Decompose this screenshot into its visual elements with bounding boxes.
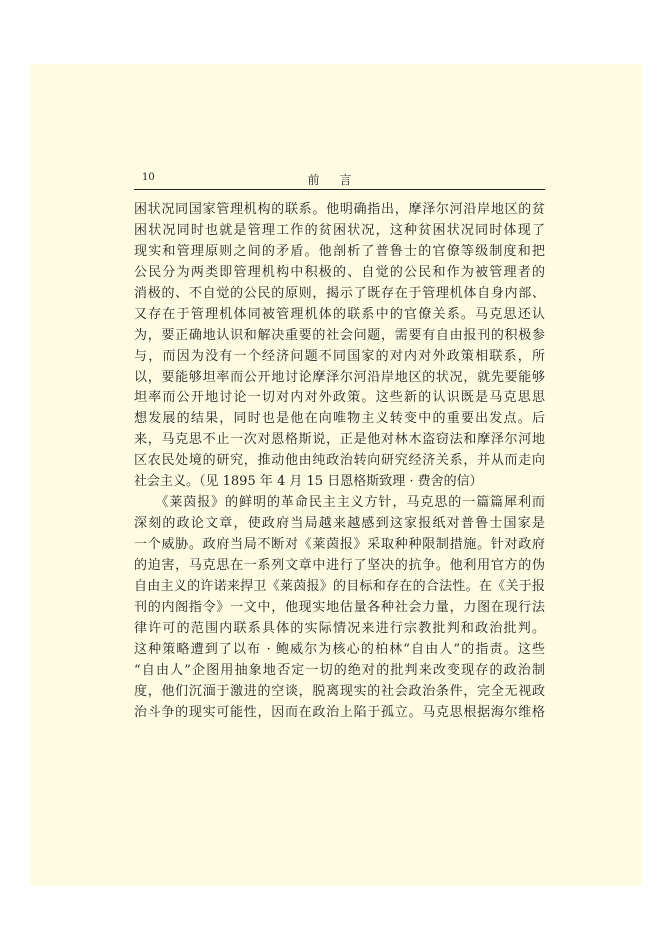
text-line: 的迫害，马克思在一系列文章中进行了坚决的抗争。他利用官方的伪 <box>134 557 545 573</box>
text-line: 深刻的政论文章，使政府当局越来越感到这家报纸对普鲁士国家是 <box>134 516 545 532</box>
text-line: 与，而因为没有一个经济问题不同国家的对内对外政策相联系，所 <box>134 348 545 364</box>
page-number: 10 <box>142 172 155 183</box>
text-line: 为，要正确地认识和解决重要的社会问题，需要有自由报刊的积极参 <box>134 327 545 343</box>
text-line: 来，马克思不止一次对恩格斯说，正是他对林木盗窃法和摩泽尔河地 <box>134 432 545 448</box>
text-line: 困状况同国家管理机构的联系。他明确指出，摩泽尔河沿岸地区的贫 <box>134 202 545 217</box>
text-line: 社会主义。（见 1895 年 4 月 15 日恩格斯致理 · 费舍的信） <box>134 474 483 490</box>
text-line: “自由人”企图用抽象地否定一切的绝对的批判来改变现存的政治制 <box>134 662 545 678</box>
body-text <box>134 200 545 723</box>
text-line: 公民分为两类即管理机构中积极的、自觉的公民和作为被管理者的 <box>134 264 545 280</box>
text-line: 《莱茵报》的鲜明的革命民主主义方针，马克思的一篇篇犀利而 <box>134 495 545 511</box>
text-line: 想发展的结果，同时也是他在向唯物主义转变中的重要出发点。后 <box>134 411 545 427</box>
page-header <box>134 171 545 190</box>
text-line: 现实和管理原则之间的矛盾。他剖析了普鲁士的官僚等级制度和把 <box>134 243 545 259</box>
text-line: 治斗争的现实可能性，因而在政治上陷于孤立。马克思根据海尔维格 <box>134 704 545 720</box>
text-line: 以，要能够坦率而公开地讨论摩泽尔河沿岸地区的状况，就先要能够 <box>134 369 545 385</box>
text-line: 律许可的范围内联系具体的实际情况来进行宗教批判和政治批判。 <box>134 620 545 636</box>
text-line: 自由主义的许诺来捍卫《莱茵报》的目标和存在的合法性。在《关于报 <box>134 578 545 594</box>
text-line: 区农民处境的研究，推动他由纯政治转向研究经济关系，并从而走向 <box>134 453 545 469</box>
text-line: 一个威胁。政府当局不断对《莱茵报》采取种种限制措施。针对政府 <box>134 537 545 552</box>
text-line: 消极的、不自觉的公民的原则，揭示了既存在于管理机体自身内部、 <box>134 285 545 301</box>
text-line: 刊的内阁指令》一文中，他现实地估量各种社会力量，力图在现行法 <box>134 599 545 615</box>
text-line: 又存在于管理机体同被管理机体的联系中的官僚关系。马克思还认 <box>134 306 545 322</box>
text-line: 这种策略遭到了以布 · 鲍威尔为核心的柏林“自由人”的指责。这些 <box>134 641 545 657</box>
running-title: 前言 <box>307 173 372 187</box>
text-line: 度，他们沉湎于激进的空谈，脱离现实的社会政治条件，完全无视政 <box>134 683 545 699</box>
text-line: 坦率而公开地讨论一切对内对外政策。这些新的认识既是马克思思 <box>134 390 545 406</box>
text-line: 困状况同时也就是管理工作的贫困状况，这种贫困状况同时体现了 <box>134 222 545 238</box>
